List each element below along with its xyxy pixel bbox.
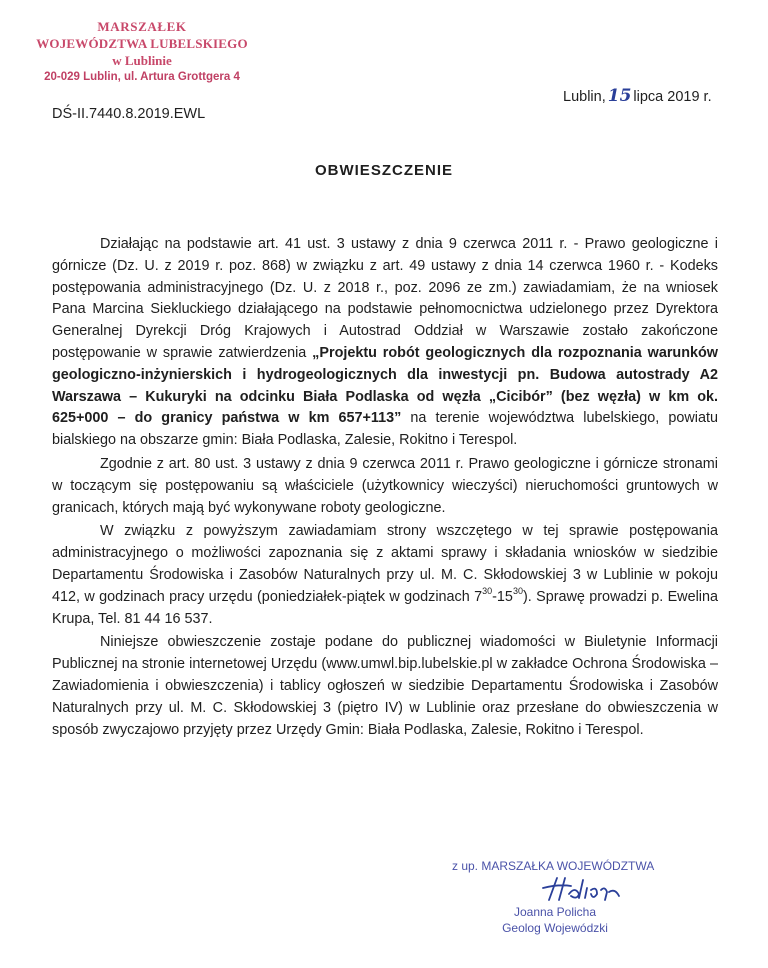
paragraph-3 xyxy=(52,521,718,630)
paragraph-1-location: na terenie województwa lubelskiego, powiatu bialskiego na obszarze gmin: Biała Podlaska, Zalesie, Rokitno i Terespol. xyxy=(52,410,718,449)
paragraph-3-text: W związku z powyższym zawiadamiam strony wszczętego w tej sprawie postępowania administracyjnego o możliwości zapoznania się z aktami sprawy i składania wniosków w siedzibie Departamentu Środowiska i Zasobów Naturalnych przy ul. M. C. Skłodowskiej 3 w Lublinie w pokoju 412, w godzinach pracy urzędu (poniedziałek-piątek w godzinach 7 xyxy=(52,523,718,605)
date-suffix: lipca 2019 r. xyxy=(633,89,712,105)
project-title: „Projektu robót geologicznych dla rozpoznania warunków geologiczno-inżynierskich i hydrogeologicznych dla inwestycji pn. Budowa autostrady A2 Warszawa – Kukuryki na odcinku Biała Podlaska od węzła „Cicibór” (bez węzła) w km ok. 625+000 – do granicy państwa w km 657+113” xyxy=(52,344,718,427)
stamp-line-2: WOJEWÓDZTWA LUBELSKIEGO xyxy=(36,36,248,51)
stamp-line-3: w Lublinie xyxy=(112,53,172,68)
paragraph-1 xyxy=(52,234,718,452)
paragraph-4: Niniejsze obwieszczenie zostaje podane do publicznej wiadomości w Biuletynie Informacji Publicznej na stronie internetowej Urzędu (www.umwl.bip.lubelskie.pl w zakładce Ochrona Środowiska – Zawiadomienia i obwieszczenia) i tablicy ogłoszeń w siedzibie Departamentu Środowiska i Zasobów Naturalnych przy ul. M. C. Skłodowskiej 3 (piętro IV) w Lublinie oraz przesłane do obwieszczenia w sposób zwyczajowo przyjęty przez Urzędy Gmin: Biała Podlaska, Zalesie, Rokitno i Terespol. xyxy=(52,634,718,738)
hours-end-minutes: 30 xyxy=(512,585,523,596)
signature-block xyxy=(430,858,680,936)
reference-number: DŚ-II.7440.8.2019.EWL xyxy=(52,106,206,122)
signatory-role: Geolog Wojewódzki xyxy=(502,921,608,935)
date-prefix: Lublin, xyxy=(563,89,606,105)
stamp-line-1: MARSZAŁEK xyxy=(97,19,187,34)
paragraph-3-contact: ). Sprawę prowadzi p. Ewelina Krupa, Tel. 81 44 16 537. xyxy=(52,588,718,627)
paragraph-2: Zgodnie z art. 80 ust. 3 ustawy z dnia 9 czerwca 2011 r. Prawo geologiczne i górnicze stronami w toczącym się postępowaniu są właściciele (użytkownicy wieczyści) nieruchomości gruntowych w granicach, których mają być wykonywane roboty geologiczne. xyxy=(52,455,718,516)
document-date xyxy=(563,86,712,106)
signature-on-behalf: z up. MARSZAŁKA WOJEWÓDZTWA xyxy=(452,859,655,873)
paragraph-1-intro: Działając na podstawie art. 41 ust. 3 ustawy z dnia 9 czerwca 2011 r. - Prawo geologiczne i górnicze (Dz. U. z 2019 r. poz. 868) w związku z art. 49 ustawy z dnia 14 czerwca 1960 r. - Kodeks postępowania administracyjnego (Dz. U. z 2018 r., poz. 2096 ze zm.) zawiadamiam, że na wniosek Pana Marcina Siekluckiego działającego na podstawie pełnomocnictwa udzielonego przez Dyrektora Generalnej Dyrekcji Dróg Krajowych i Autostrad Oddział w Warszawie zostało zakończone postępowanie w sprawie zatwierdzenia xyxy=(52,236,718,361)
date-day-handwritten: 15 xyxy=(607,86,632,106)
office-stamp xyxy=(22,18,262,85)
stamp-address: 20-029 Lublin, ul. Artura Grottgera 4 xyxy=(44,71,240,83)
handwritten-signature-icon xyxy=(535,874,645,904)
document-body xyxy=(52,234,718,743)
hours-dash: -15 xyxy=(492,588,513,605)
hours-start-minutes: 30 xyxy=(482,585,493,596)
signatory-name: Joanna Policha xyxy=(513,905,597,919)
document-title: OBWIESZCZENIE xyxy=(314,162,453,179)
